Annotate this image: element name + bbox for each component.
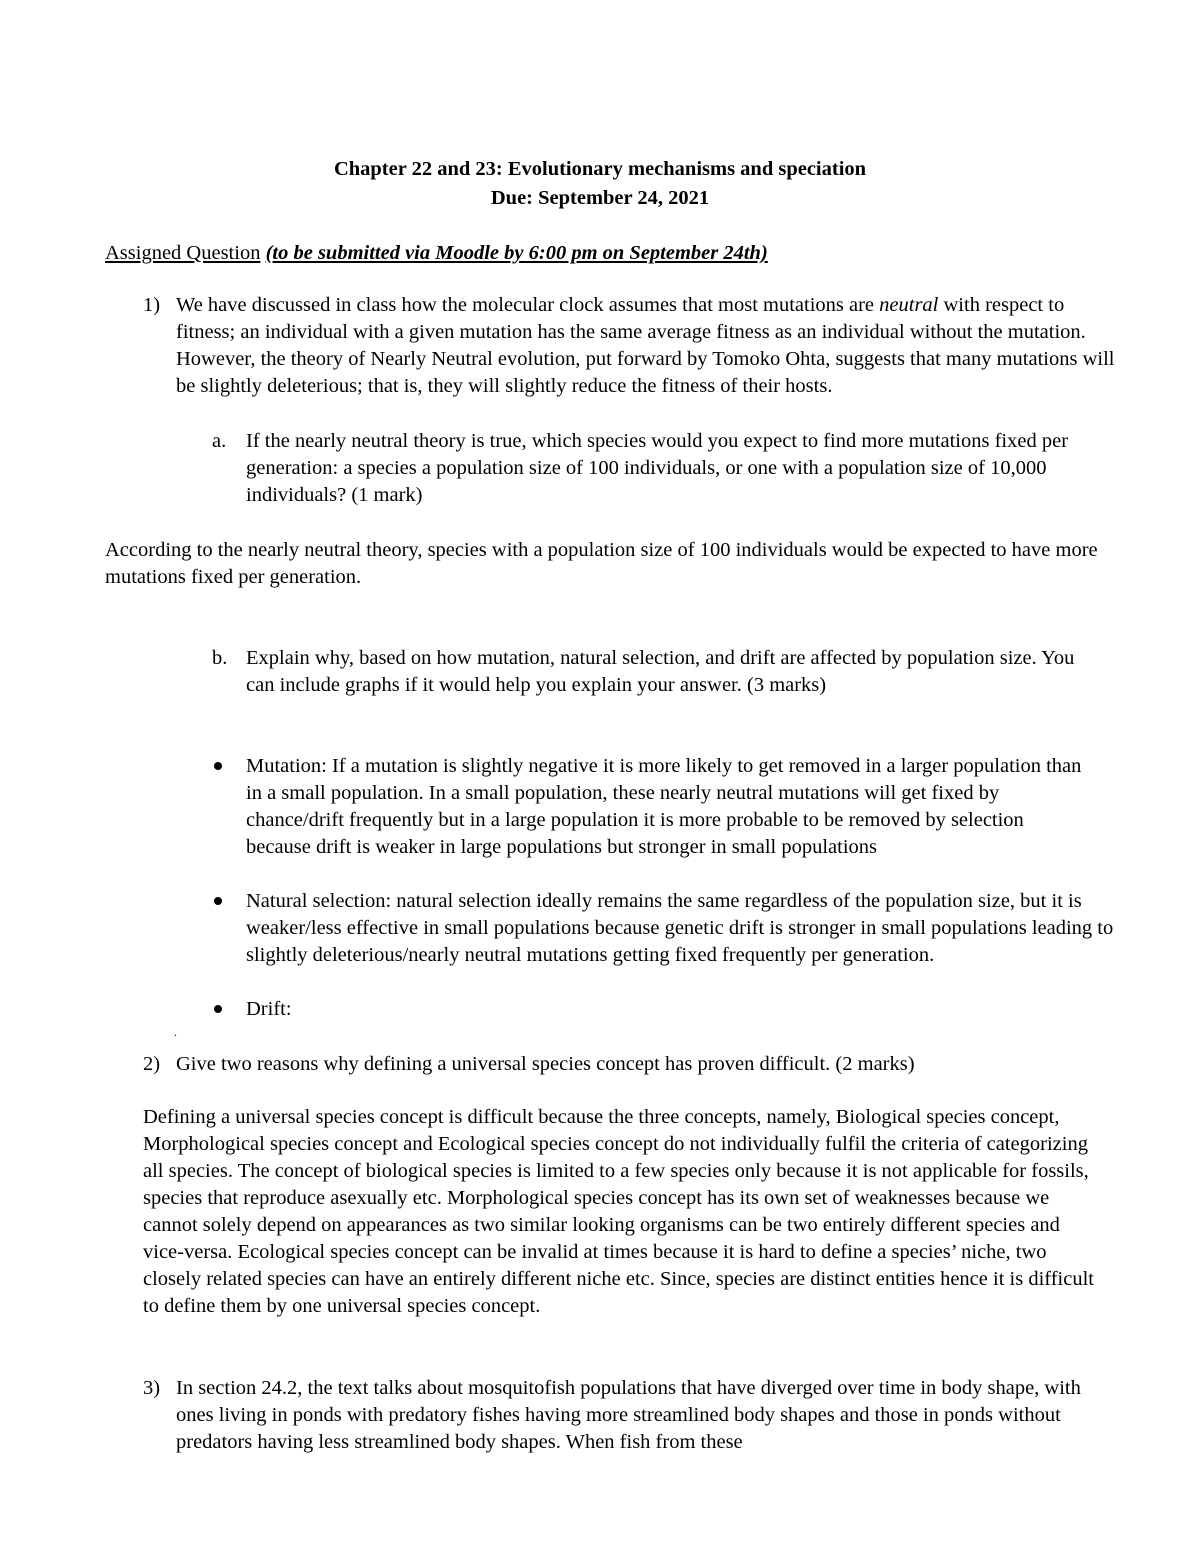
assigned-question-line: [105, 240, 1105, 267]
assigned-question-label: Assigned Question: [105, 242, 261, 264]
question-1a-text: If the nearly neutral theory is true, which species would you expect to find more mutations fixed per generation: a species a population size of 100 individuals, or one with a population size of 10,000 individuals? (1 mark): [246, 430, 1069, 506]
bullet-dot-mutation: [214, 762, 222, 770]
question-2-answer: Defining a universal species concept is difficult because the three concepts, namely, Biological species concept, Morphological species concept and Ecological species concept do not individually fulfil the criteria of categorizing all species. The concept of biological species is limited to a few species only because it is not applicable for fossils, species that reproduce asexually etc. Morphological species concept has its own set of weaknesses because we cannot solely depend on appearances as two similar looking organisms can be two entirely different species and vice-versa. Ecological species concept can be invalid at times because it is hard to define a species’ niche, two closely related species can have an entirely different niche etc. Since, species are distinct entities hence it is difficult to define them by one universal species concept.: [143, 1106, 1094, 1317]
question-1-text-after: with respect to fitness; an individual with a given mutation has the same average fitness as an individual without the mutation. However, the theory of Nearly Neutral evolution, put forward by Tomoko Ohta, suggests that many mutations will be slightly deleterious; that is, they will slightly reduce the fitness of their hosts.: [176, 294, 1115, 397]
bullet-mutation: Mutation: If a mutation is slightly negative it is more likely to get removed in a larger population than in a small population. In a small population, these nearly neutral mutations will get fixed by chance/drift frequently but in a large population it is more probable to be removed by selection because drift is weaker in large populations but stronger in small populations: [246, 755, 1082, 858]
question-2-number: 2): [143, 1053, 161, 1075]
question-2-text: Give two reasons why defining a universal species concept has proven difficult. (2 marks): [176, 1053, 915, 1075]
assigned-question-note: (to be submitted via Moodle by 6:00 pm on September 24th): [265, 242, 768, 264]
due-date: Due: September 24, 2021: [490, 187, 710, 209]
question-1-text: [176, 292, 1116, 400]
stray-mark: .: [174, 1025, 177, 1039]
bullet-natural-selection: Natural selection: natural selection ideally remains the same regardless of the population size, but it is weaker/less effective in small populations because genetic drift is stronger in small populations leading to slightly deleterious/nearly neutral mutations getting fixed frequently per generation.: [246, 890, 1114, 966]
document-title: Chapter 22 and 23: Evolutionary mechanisms and speciation: [333, 158, 867, 180]
question-1a-answer: According to the nearly neutral theory, species with a population size of 100 individuals would be expected to have more mutations fixed per generation.: [105, 539, 1098, 588]
question-1b-text: Explain why, based on how mutation, natural selection, and drift are affected by population size. You can include graphs if it would help you explain your answer. (3 marks): [246, 647, 1075, 696]
question-3-number: 3): [143, 1377, 161, 1399]
question-1-number: 1): [143, 294, 161, 316]
question-1-emphasis: neutral: [879, 294, 939, 316]
question-1-text-before: We have discussed in class how the molecular clock assumes that most mutations are: [176, 294, 880, 316]
bullet-drift: Drift:: [246, 998, 292, 1020]
bullet-dot-natural-selection: [214, 897, 222, 905]
question-3-text: In section 24.2, the text talks about mosquitofish populations that have diverged over time in body shape, with ones living in ponds with predatory fishes having more streamlined body shapes and those in ponds without predators having less streamlined body shapes. When fish from these: [176, 1377, 1081, 1453]
question-1a-marker: a.: [212, 430, 227, 452]
bullet-dot-drift: [214, 1005, 222, 1013]
question-1b-marker: b.: [212, 647, 228, 669]
